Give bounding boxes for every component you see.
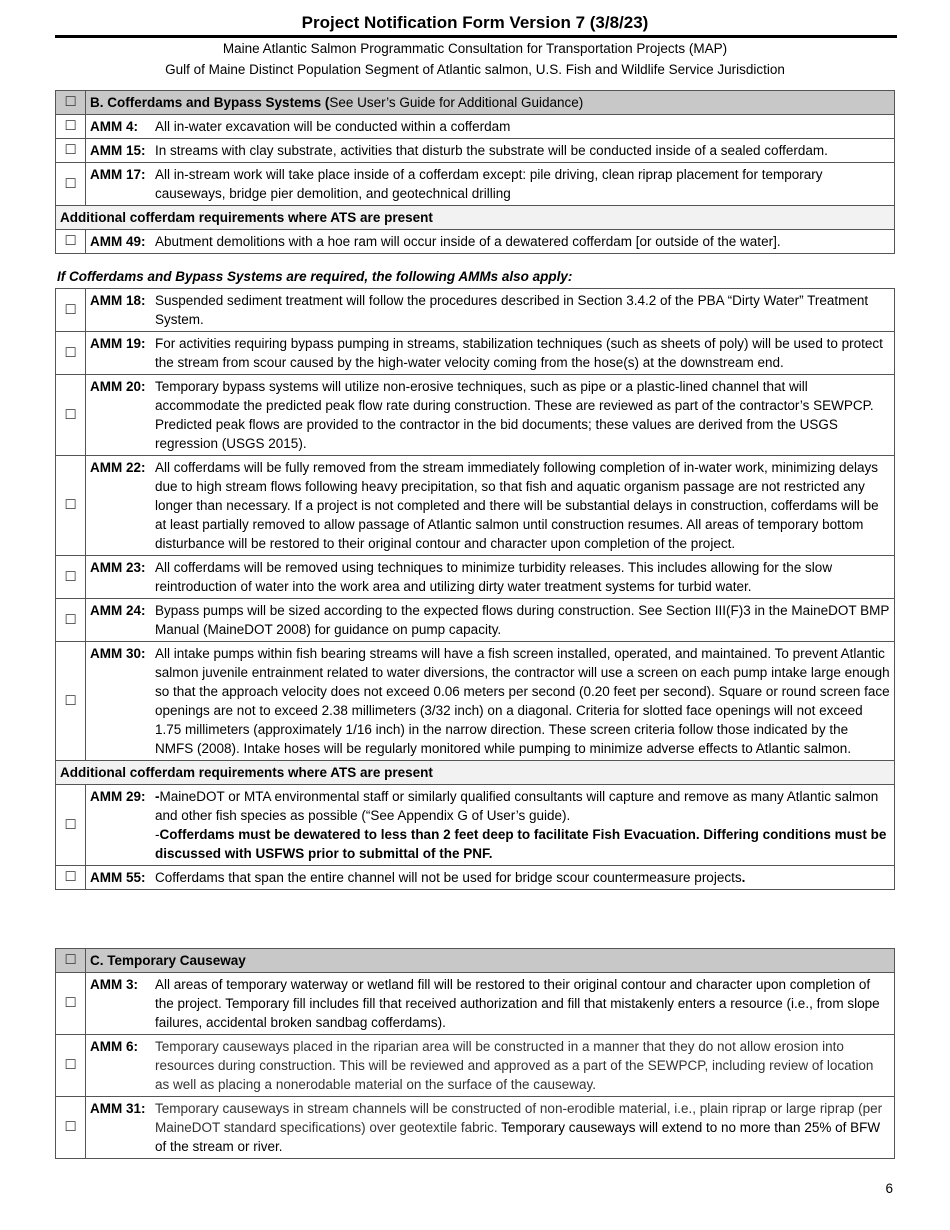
bypass-lead-text: If Cofferdams and Bypass Systems are required, the following AMMs also apply:	[57, 269, 573, 284]
amm-23-label: AMM 23:	[90, 560, 146, 575]
amm-49-text: Abutment demolitions with a hoe ram will occur inside of a dewatered cofferdam [or outside of the water].	[155, 234, 781, 249]
amm-29-text-2: Cofferdams must be dewatered to less than 2 feet deep to facilitate Fish Evacuation. Differing conditions must be discussed with USFWS prior to submittal of the PNF.	[155, 827, 887, 861]
amm-4-checkbox[interactable]: ☐	[56, 115, 86, 139]
amm-19-checkbox[interactable]: ☐	[56, 332, 86, 375]
amm-49-checkbox[interactable]: ☐	[56, 230, 86, 254]
amm-row-22	[56, 456, 895, 556]
page-number: 6	[885, 1181, 893, 1196]
amm-22-label: AMM 22:	[90, 460, 146, 475]
amm-55-checkbox[interactable]: ☐	[56, 866, 86, 890]
amm-row-49	[56, 230, 895, 254]
amm-row-23	[56, 556, 895, 599]
amm-row-20	[56, 375, 895, 456]
amm-15-checkbox[interactable]: ☐	[56, 139, 86, 163]
form-title: Project Notification Form Version 7 (3/8/23)	[301, 13, 649, 32]
amm-17-label: AMM 17:	[90, 167, 146, 182]
section-b-heading-note: See User’s Guide for Additional Guidance)	[329, 95, 584, 110]
amm-4-label: AMM 4:	[90, 119, 138, 134]
amm-31-label: AMM 31:	[90, 1101, 146, 1116]
amm-row-6	[56, 1035, 895, 1097]
amm-row-17	[56, 163, 895, 206]
amm-18-label: AMM 18:	[90, 293, 146, 308]
amm-6-checkbox[interactable]: ☐	[56, 1035, 86, 1097]
amm-30-label: AMM 30:	[90, 646, 146, 661]
amm-30-text: All intake pumps within fish bearing streams will have a fish screen installed, operated, and maintained. To prevent Atlantic salmon juvenile entrainment related to water diversions, the contractor will use a screen on each pump intake large enough so that the approach velocity does not exceed 0.06 meters per second (0.20 feet per second). Square or round screen face openings are not to exceed 2.38 millimeters (3/32 inch) on a diagonal. Criteria for slotted face openings will not exceed 1.75 millimeters (approximately 1/16 inch) in the narrow direction. These screen criteria follow those indicated by the NMFS (2008). Intake hoses will be regularly monitored while pumping to minimize adverse effects to Atlantic salmon.	[155, 646, 890, 756]
amm-row-31	[56, 1097, 895, 1159]
ats-heading-row-2	[56, 761, 895, 785]
title-rule	[55, 35, 897, 38]
section-c-header-row	[56, 949, 895, 973]
amm-20-checkbox[interactable]: ☐	[56, 375, 86, 456]
ats-heading-2: Additional cofferdam requirements where ATS are present	[56, 761, 895, 785]
amm-row-55	[56, 866, 895, 890]
ats-heading-row	[56, 206, 895, 230]
amm-20-text: Temporary bypass systems will utilize non-erosive techniques, such as pipe or a plastic-lined channel that will accommodate the predicted peak flow rate during construction. These are reviewed as part of the contractor’s SEWPCP. Predicted peak flows are provided to the contractor in the bid documents; these values are derived from the USGS regression (USGS 2015).	[155, 379, 874, 451]
amm-29-text-1: MaineDOT or MTA environmental staff or similarly qualified consultants will capture and remove as many Atlantic salmon and other fish species as possible (“See Appendix G of User’s guide).	[155, 789, 879, 823]
amm-29-checkbox[interactable]: ☐	[56, 785, 86, 866]
amm-18-checkbox[interactable]: ☐	[56, 289, 86, 332]
amm-15-text: In streams with clay substrate, activities that disturb the substrate will be conducted inside of a sealed cofferdam.	[155, 143, 828, 158]
amm-24-checkbox[interactable]: ☐	[56, 599, 86, 642]
amm-4-text: All in-water excavation will be conducted within a cofferdam	[155, 119, 511, 134]
ats-heading: Additional cofferdam requirements where ATS are present	[56, 206, 895, 230]
section-c-table	[55, 948, 895, 1159]
amm-55-label: AMM 55:	[90, 870, 146, 885]
section-b-checkbox[interactable]: ☐	[56, 91, 86, 115]
amm-row-29	[56, 785, 895, 866]
amm-17-text: All in-stream work will take place inside of a cofferdam except: pile driving, clean riprap placement for temporary causeways, bridge pier demolition, and geotechnical drilling	[155, 167, 823, 201]
section-b-header-row	[56, 91, 895, 115]
subtitle-map: Maine Atlantic Salmon Programmatic Consultation for Transportation Projects (MAP)	[222, 41, 728, 56]
section-c-checkbox[interactable]: ☐	[56, 949, 86, 973]
section-c-heading: C. Temporary Causeway	[86, 949, 895, 973]
amm-55-text: Cofferdams that span the entire channel will not be used for bridge scour countermeasure projects	[155, 870, 742, 885]
amm-19-label: AMM 19:	[90, 336, 146, 351]
amm-row-3	[56, 973, 895, 1035]
amm-22-text: All cofferdams will be fully removed from the stream immediately following completion of in-water work, minimizing delays due to high stream flows following heavy precipitation, so that fish and aquatic organism passage are not restricted any longer than necessary. If a project is not completed and there will be substantial delays in construction, cofferdams will be at least partially removed to allow passage of Atlantic salmon until construction resumes. All areas of temporary bottom disturbance will be restored to their original contour and character upon completion of the project.	[155, 460, 879, 551]
amm-31-text-b: Temporary causeways will extend to no more than 25% of BFW of the stream or river.	[155, 1120, 881, 1154]
amm-row-24	[56, 599, 895, 642]
section-b-heading	[86, 91, 895, 115]
amm-29-dash-1: -	[155, 789, 160, 804]
section-b-heading-bold: B. Cofferdams and Bypass Systems (	[90, 95, 330, 110]
amm-55-period: .	[741, 870, 746, 885]
bypass-amm-table	[55, 288, 895, 890]
amm-23-text: All cofferdams will be removed using techniques to minimize turbidity releases. This includes allowing for the slow reintroduction of water into the work area and utilizing dirty water treatment systems for turbid water.	[155, 560, 833, 594]
amm-22-checkbox[interactable]: ☐	[56, 456, 86, 556]
amm-29-dash-2: -	[155, 827, 160, 842]
amm-20-label: AMM 20:	[90, 379, 146, 394]
amm-3-checkbox[interactable]: ☐	[56, 973, 86, 1035]
amm-30-checkbox[interactable]: ☐	[56, 642, 86, 761]
amm-31-text-a: Temporary causeways in stream channels will be constructed of non-erodible material, i.e., plain riprap or large riprap (per MaineDOT standard specifications) over geotextile fabric.	[155, 1101, 883, 1135]
section-b-table	[55, 90, 895, 254]
amm-6-text: Temporary causeways placed in the riparian area will be constructed in a manner that they do not allow erosion into resources during construction. This will be reviewed and approved as a part of the SEWPCP, including review of location as well as placing a nonerodable material on the surface of the causeway.	[155, 1039, 874, 1092]
amm-24-text: Bypass pumps will be sized according to the expected flows during construction. See Section III(F)3 in the MaineDOT BMP Manual (MaineDOT 2008) for guidance on pump capacity.	[155, 603, 890, 637]
amm-row-4	[56, 115, 895, 139]
amm-3-label: AMM 3:	[90, 977, 138, 992]
amm-6-label: AMM 6:	[90, 1039, 138, 1054]
amm-24-label: AMM 24:	[90, 603, 146, 618]
subtitle-jurisdiction: Gulf of Maine Distinct Population Segment of Atlantic salmon, U.S. Fish and Wildlife Service Jurisdiction	[165, 62, 785, 77]
amm-row-15	[56, 139, 895, 163]
amm-18-text: Suspended sediment treatment will follow the procedures described in Section 3.4.2 of the PBA “Dirty Water” Treatment System.	[155, 293, 869, 327]
amm-row-19	[56, 332, 895, 375]
amm-19-text: For activities requiring bypass pumping in streams, stabilization techniques (such as sheets of poly) will be used to protect the stream from scour caused by the high-water velocity coming from the hose(s) at the downstream end.	[155, 336, 883, 370]
amm-row-30	[56, 642, 895, 761]
amm-3-text: All areas of temporary waterway or wetland fill will be restored to their original contour and character upon completion of the project. Temporary fill includes fill that received authorization and fill that mistakenly enters a resource (i.e., from slope failures, accidental broken sandbag cofferdams).	[155, 977, 880, 1030]
amm-49-label: AMM 49:	[90, 234, 146, 249]
amm-17-checkbox[interactable]: ☐	[56, 163, 86, 206]
amm-31-checkbox[interactable]: ☐	[56, 1097, 86, 1159]
amm-29-label: AMM 29:	[90, 789, 146, 804]
amm-row-18	[56, 289, 895, 332]
amm-15-label: AMM 15:	[90, 143, 146, 158]
amm-23-checkbox[interactable]: ☐	[56, 556, 86, 599]
